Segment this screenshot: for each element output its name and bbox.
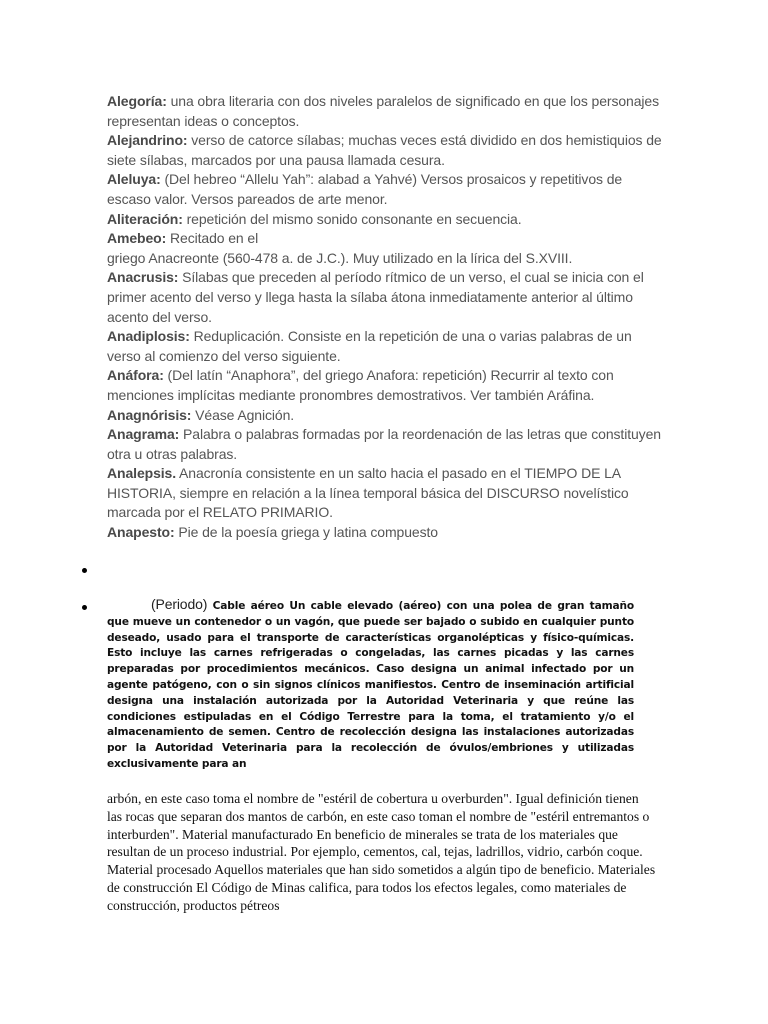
glossary-entry: [107, 406, 667, 426]
glossary-entry: [107, 366, 667, 405]
glossary-definition: verso de catorce sílabas; muchas veces está dividido en dos hemistiquios de siete sílabas, marcados por una pausa llamada cesura.: [107, 132, 662, 168]
glossary-definition: Anacronía consistente en un salto hacia el pasado en el TIEMPO DE LA HISTORIA, siempre en relación a la línea temporal básica del DISCURSO novelístico marcada por el RELATO PRIMARIO.: [107, 465, 629, 521]
periodo-label: (Periodo): [151, 596, 208, 612]
glossary-definition: Sílabas que preceden al período rítmico de un verso, el cual se inicia con el primer acento del verso y llega hasta la sílaba átona inmediatamente anterior al último acento del verso.: [107, 269, 644, 325]
glossary-definition: Véase Agnición.: [191, 406, 295, 423]
glossary-entry: [107, 523, 667, 543]
glossary-term: Anáfora:: [107, 367, 164, 384]
glossary-list: [107, 92, 667, 543]
bullet-marker: [82, 605, 90, 613]
glossary-term: Alegoría:: [107, 93, 167, 109]
glossary-entry: [107, 170, 667, 209]
glossary-definition: Pie de la poesía griega y latina compuesto: [174, 524, 438, 541]
glossary-definition: (Del hebreo “Allelu Yah”: alabad a Yahvé) Versos prosaicos y repetitivos de escaso valor. Versos pareados de arte menor.: [107, 171, 623, 207]
serif-paragraph: [107, 790, 657, 915]
bold-paragraph: [107, 597, 634, 773]
glossary-term: Anagrama:: [107, 426, 180, 443]
glossary-term: Aleluya:: [107, 171, 161, 188]
glossary-definition: griego Anacreonte (560-478 a. de J.C.). Muy utilizado en la lírica del S.XVIII.: [107, 249, 573, 266]
glossary-entry: [107, 131, 667, 170]
glossary-definition: repetición del mismo sonido consonante en secuencia.: [182, 210, 522, 227]
glossary-entry: [107, 327, 667, 366]
glossary-entry: [107, 464, 667, 523]
glossary-definition: una obra literaria con dos niveles paralelos de significado en que los personajes representan ideas o conceptos.: [107, 93, 660, 129]
bold-paragraph-text: Cable aéreo Un cable elevado (aéreo) con una polea de gran tamaño que mueve un contenedor o un vagón, que puede ser bajado o subido en cualquier punto deseado, usado para el transporte de características organolépticas y físico-químicas. Esto incluye las carnes refrigeradas o congeladas, las carnes picadas y las carnes preparadas por procedimientos mecánicos. Caso designa un animal infectado por un agente patógeno, con o sin signos clínicos manifiestos. Centro de inseminación artificial designa una instalación autorizada por la Autoridad Veterinaria y que reúne las condiciones estipuladas en el Código Terrestre para la toma, el tratamiento y/o el almacenamiento de semen. Centro de recolección designa las instalaciones autorizadas por la Autoridad Veterinaria para la recolección de óvulos/embriones y utilizadas exclusivamente para an: [107, 600, 634, 770]
glossary-entry: [107, 92, 667, 131]
glossary-definition: Recitado en el: [166, 230, 259, 247]
serif-paragraph-text: arbón, en este caso toma el nombre de "estéril de cobertura u overburden". Igual definición tienen las rocas que separan dos mantos de carbón, en este caso toman el nombre de "estéril entremantos o interburden". Material manufacturado En beneficio de minerales se trata de los materiales que resultan de un proceso industrial. Por ejemplo, cementos, cal, tejas, ladrillos, vidrio, carbón coque. Material procesado Aquellos materiales que han sido sometidos a algún tipo de beneficio. Materiales de construcción El Código de Minas califica, para todos los efectos legales, como materiales de construcción, productos pétreos: [107, 791, 656, 913]
glossary-definition: Palabra o palabras formadas por la reordenación de las letras que constituyen otra u otras palabras.: [107, 426, 661, 462]
glossary-entry: [107, 425, 667, 464]
bullet-marker: [82, 568, 90, 576]
glossary-entry: [107, 229, 667, 249]
glossary-entry: [107, 249, 667, 269]
glossary-definition: Reduplicación. Consiste en la repetición de una o varias palabras de un verso al comienzo del verso siguiente.: [107, 328, 632, 364]
glossary-term: Anacrusis:: [107, 269, 179, 286]
glossary-term: Anagnórisis:: [107, 406, 192, 423]
glossary-term: Anapesto:: [107, 524, 175, 541]
glossary-term: Amebeo:: [107, 230, 167, 247]
glossary-term: Analepsis.: [107, 465, 177, 482]
glossary-term: Aliteración:: [107, 210, 183, 227]
glossary-definition: (Del latín “Anaphora”, del griego Anafora: repetición) Recurrir al texto con menciones implícitas mediante pronombres demostrativos. Ver también Aráfina.: [107, 367, 614, 403]
glossary-entry: [107, 268, 667, 327]
glossary-term: Anadiplosis:: [107, 328, 190, 345]
glossary-entry: [107, 210, 667, 230]
glossary-term: Alejandrino:: [107, 132, 188, 149]
